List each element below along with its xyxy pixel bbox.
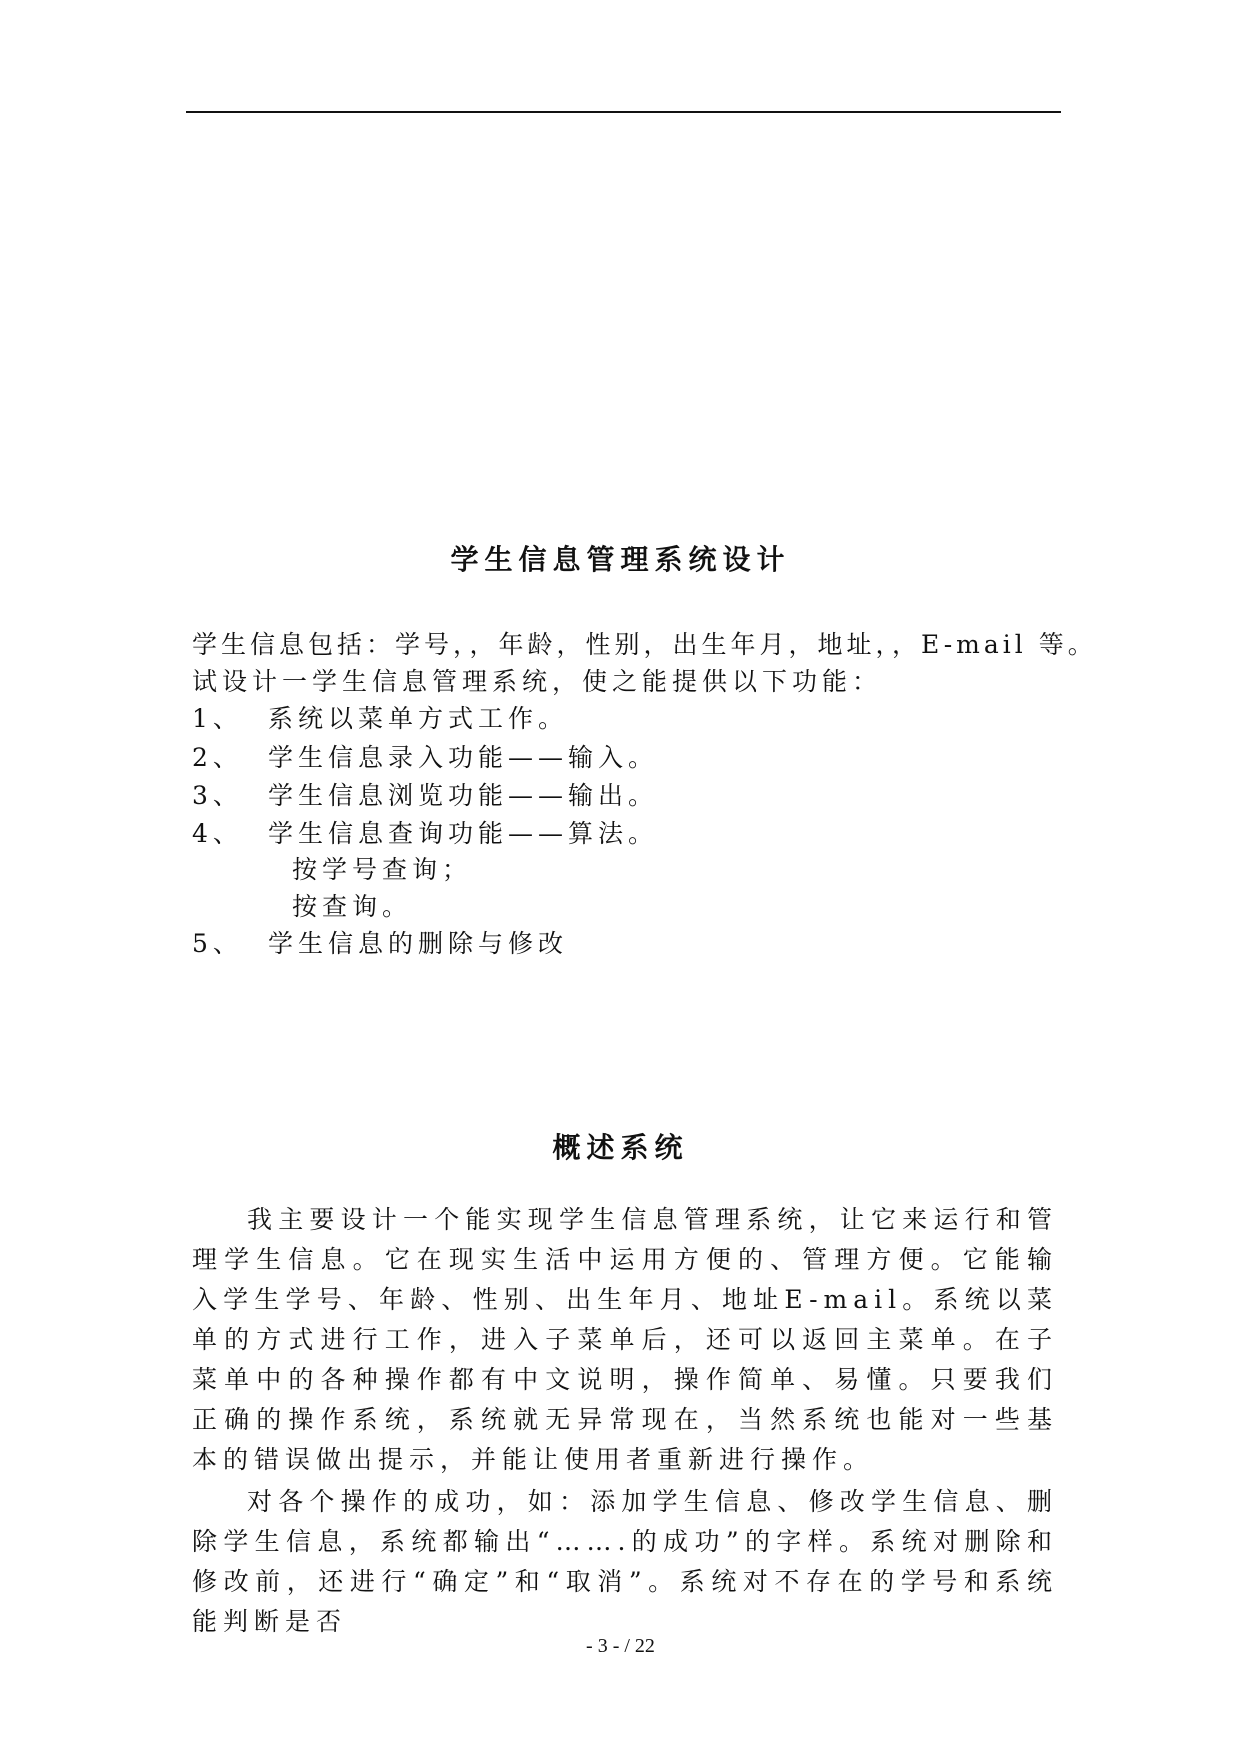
intro-line-2: 试设计一学生信息管理系统，使之能提供以下功能： [192,667,883,696]
list-item-text: 系统以菜单方式工作。 [268,704,569,733]
page-number: - 3 - / 22 [586,1635,655,1657]
overview-paragraph-2: 对各个操作的成功，如：添加学生信息、修改学生信息、删除学生信息，系统都输出“…….的成功”的字样。系统对删除和修改前，还进行“确定”和“取消”。系统对不存在的学号和系统能判断是否 [192,1487,1058,1636]
sub-item: 按查询。 [292,892,413,921]
header-rule [186,111,1061,113]
list-item-number: 4、 [192,819,243,848]
list-item-text: 学生信息浏览功能——输出。 [268,781,659,810]
list-item-number: 5、 [192,929,243,958]
list-item-number: 3、 [192,781,243,810]
list-item-text: 学生信息查询功能——算法。 [268,819,659,848]
list-item-number: 2、 [192,743,243,772]
list-item-number: 1、 [192,704,243,733]
intro-line-1: 学生信息包括：学号，，年龄，性别，出生年月，地址，，E-mail 等。 [192,630,1097,659]
section-title-design: 学生信息管理系统设计 [450,543,791,576]
list-item-text: 学生信息录入功能——输入。 [268,743,659,772]
section-title-overview: 概述系统 [552,1131,689,1164]
list-item-text: 学生信息的删除与修改 [268,929,569,958]
overview-paragraph-1: 我主要设计一个能实现学生信息管理系统，让它来运行和管理学生信息。它在现实生活中运用方便的、管理方便。它能输入学生学号、年龄、性别、出生年月、地址E-mail。系统以菜单的方式进行工作，进入子菜单后，还可以返回主菜单。在子菜单中的各种操作都有中文说明，操作简单、易懂。只要我们正确的操作系统，系统就无异常现在，当然系统也能对一些基本的错误做出提示，并能让使用者重新进行操作。 [192,1205,1058,1474]
sub-item: 按学号查询； [292,855,473,884]
